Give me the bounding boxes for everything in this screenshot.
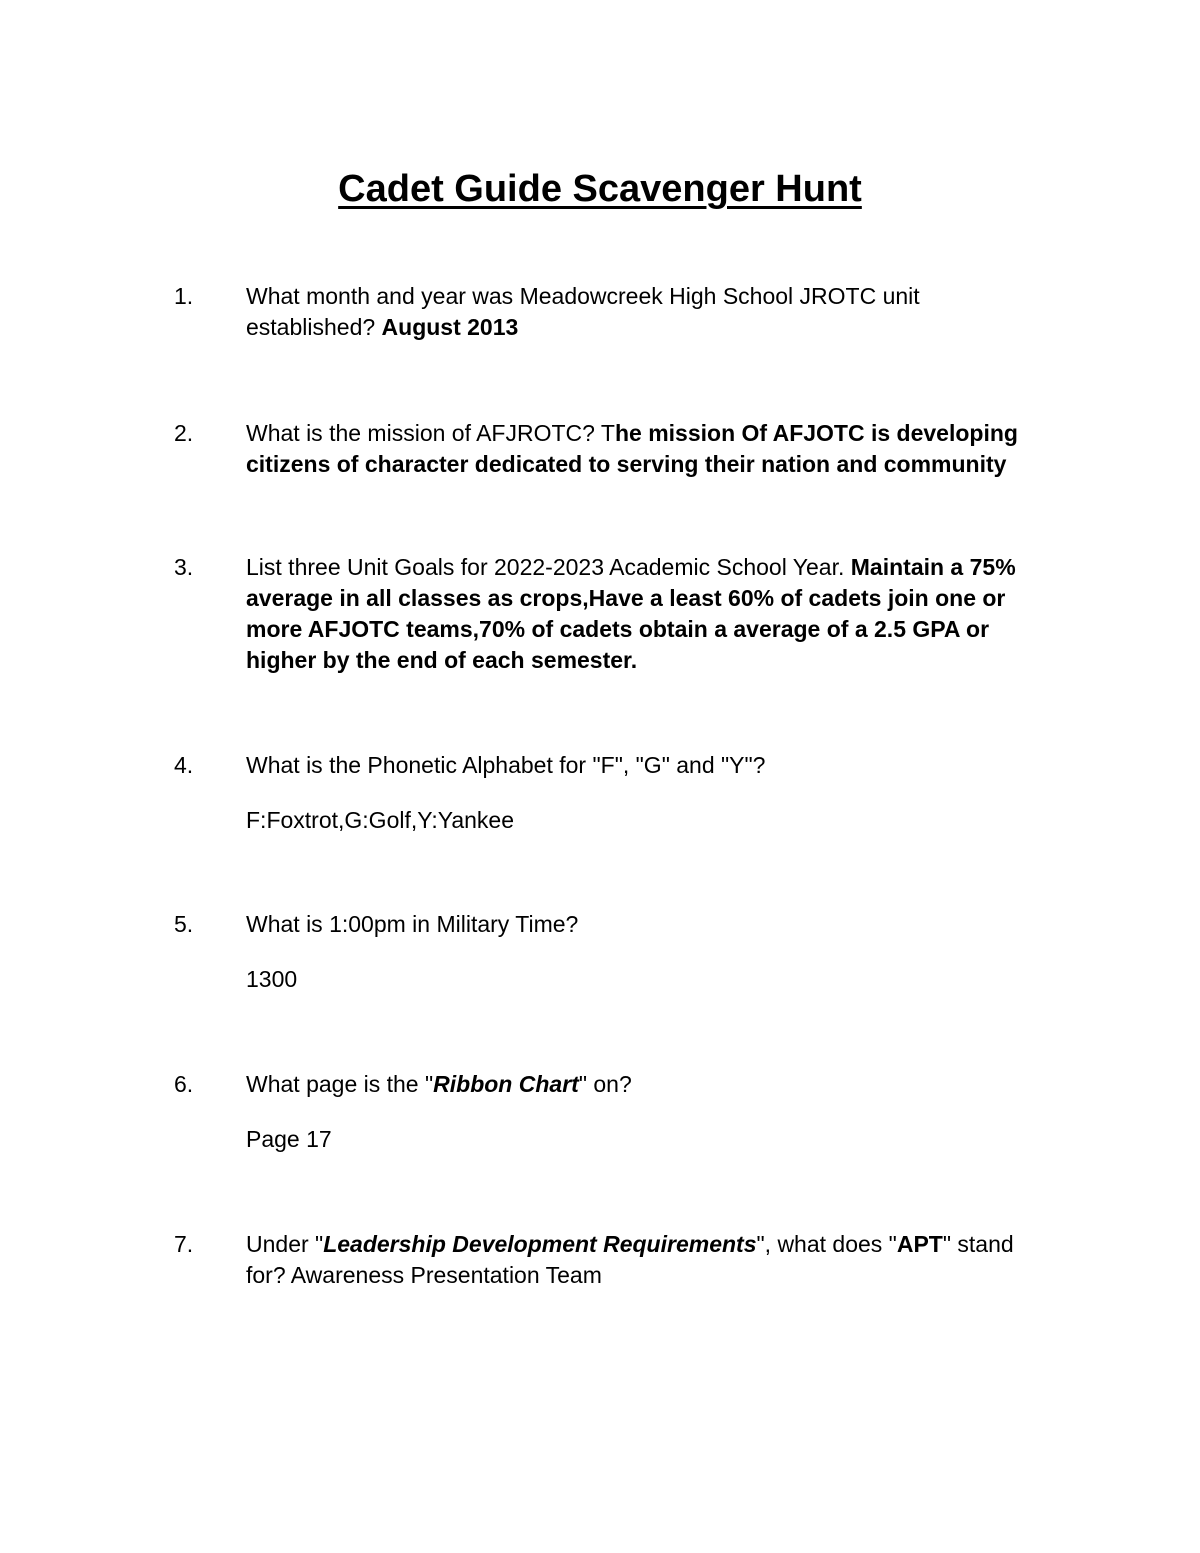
question-4-answer: F:Foxtrot,G:Golf,Y:Yankee <box>246 807 515 833</box>
question-number: 1. <box>174 283 194 309</box>
question-prompt-end: " stand <box>942 1231 1014 1257</box>
question-prompt: What page is the " <box>246 1071 434 1097</box>
question-answer: for? Awareness Presentation Team <box>246 1262 602 1288</box>
question-text: What is the Phonetic Alphabet for "F", "G" and "Y"? <box>246 752 766 778</box>
question-prompt: What month and year was Meadowcreek High School JROTC unit <box>246 283 920 309</box>
question-prompt-end: " on? <box>578 1071 632 1097</box>
question-answer: he mission Of AFJOTC is developing <box>614 420 1018 446</box>
question-emphasis: Leadership Development Requirements <box>323 1231 757 1257</box>
question-number: 2. <box>174 420 194 446</box>
question-number: 6. <box>174 1071 194 1097</box>
question-number: 5. <box>174 911 194 937</box>
question-answer-cont: average in all classes as crops,Have a least 60% of cadets join one or <box>246 585 1006 611</box>
question-text: What is 1:00pm in Military Time? <box>246 911 579 937</box>
question-6-answer: Page 17 <box>246 1126 332 1152</box>
question-answer-cont: higher by the end of each semester. <box>246 647 638 673</box>
question-text <box>246 418 1066 480</box>
question-text <box>246 281 1046 343</box>
question-prompt: Under " <box>246 1231 324 1257</box>
question-answer-cont: citizens of character dedicated to serving their nation and community <box>246 451 1007 477</box>
question-answer: Maintain a 75% <box>850 554 1016 580</box>
question-text <box>246 1229 1066 1291</box>
question-prompt-middle: ", what does " <box>756 1231 897 1257</box>
question-text <box>246 1069 1046 1100</box>
question-emphasis: Ribbon Chart <box>433 1071 579 1097</box>
question-bold-term: APT <box>896 1231 943 1257</box>
question-prompt-cont: established? <box>246 314 382 340</box>
page-title: Cadet Guide Scavenger Hunt <box>338 168 862 210</box>
question-number: 4. <box>174 752 194 778</box>
question-number: 3. <box>174 554 194 580</box>
question-5-answer: 1300 <box>246 966 298 992</box>
question-number: 7. <box>174 1231 194 1257</box>
question-answer-cont: more AFJOTC teams,70% of cadets obtain a average of a 2.5 GPA or <box>246 616 990 642</box>
question-answer: August 2013 <box>381 314 519 340</box>
question-prompt: List three Unit Goals for 2022-2023 Academic School Year. <box>246 554 851 580</box>
question-text <box>246 552 1066 676</box>
question-prompt: What is the mission of AFJROTC? T <box>246 420 615 446</box>
